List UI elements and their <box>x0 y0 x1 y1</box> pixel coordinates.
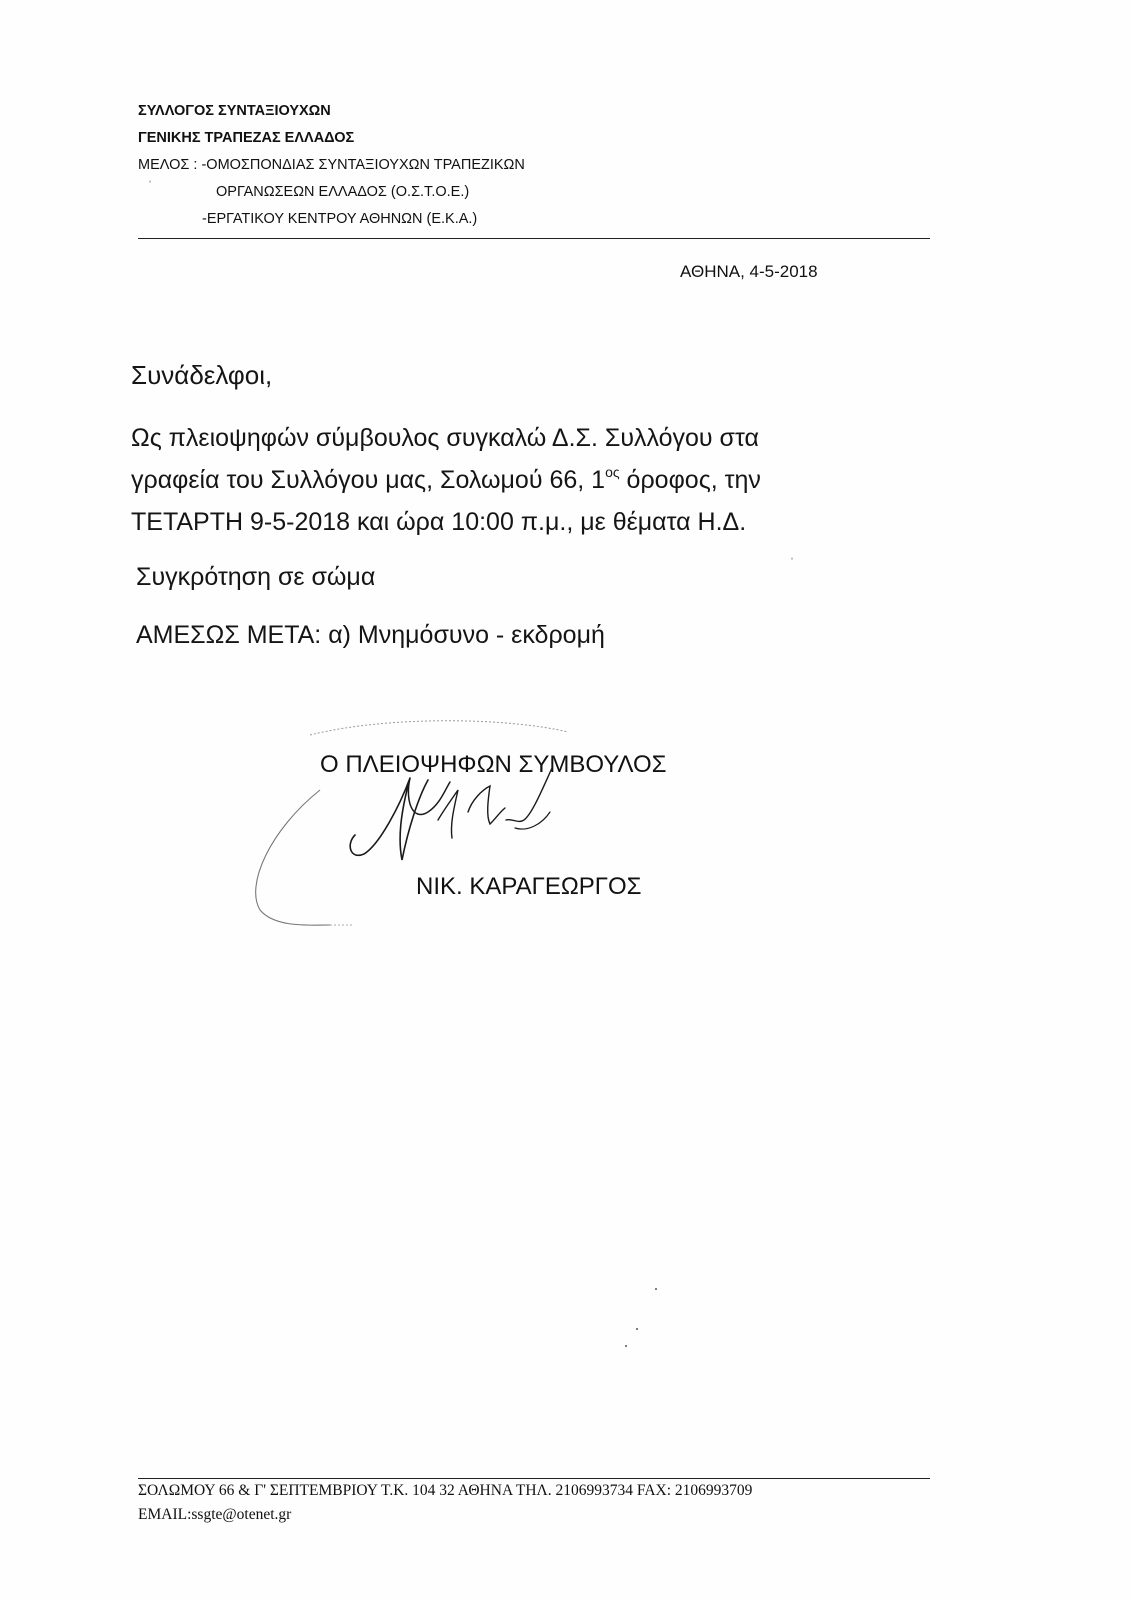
stray-mark: ˈ <box>790 555 794 569</box>
scan-speck <box>625 1345 627 1347</box>
signature-stroke <box>468 786 505 824</box>
org-name-line1: ΣΥΛΛΟΓΟΣ ΣΥΝΤΑΞΙΟΥΧΩΝ <box>138 103 331 119</box>
paragraph-line-2-end: όροφος, την <box>619 466 761 494</box>
paragraph-line-3: ΤΕΤΑΡΤΗ 9-5-2018 και ώρα 10:00 π.μ., με θέματα Η.Δ. <box>131 508 747 536</box>
signature-stroke <box>350 778 428 860</box>
floor-ordinal-superscript: ος <box>605 464 620 480</box>
footer-address: ΣΟΛΩΜΟΥ 66 & Γ' ΣΕΠΤΕΜΒΡΙΟΥ Τ.Κ. 104 32 ΑΘΗΝΑ ΤΗΛ. 2106993734 FAX: 2106993709 <box>138 1482 753 1499</box>
signature-title: Ο ΠΛΕΙΟΨΗΦΩΝ ΣΥΜΒΟΥΛΟΣ <box>320 751 667 778</box>
agenda-item-1: Συγκρότηση σε σώμα <box>136 563 376 591</box>
member-line1: ΜΕΛΟΣ : -ΟΜΟΣΠΟΝΔΙΑΣ ΣΥΝΤΑΞΙΟΥΧΩΝ ΤΡΑΠΕΖΙΚΩΝ <box>138 157 525 173</box>
footer-divider <box>138 1478 930 1479</box>
org-name-line2: ΓΕΝΙΚΗΣ ΤΡΑΠΕΖΑΣ ΕΛΛΑΔΟΣ <box>138 130 355 146</box>
stamp-outline <box>256 790 330 925</box>
letterhead-divider <box>138 238 930 239</box>
scan-speck <box>636 1328 638 1330</box>
member-line2: ΟΡΓΑΝΩΣΕΩΝ ΕΛΛΑΔΟΣ (Ο.Σ.Τ.Ο.Ε.) <box>216 184 470 200</box>
footer-email: EMAIL:ssgte@otenet.gr <box>138 1506 292 1523</box>
stamp-outline <box>310 721 568 735</box>
letter-date: ΑΘΗΝΑ, 4-5-2018 <box>680 262 818 281</box>
salutation: Συνάδελφοι, <box>131 360 273 390</box>
paragraph-line-2-text: γραφεία του Συλλόγου μας, Σολωμού 66, 1 <box>131 466 606 494</box>
signatory-name: ΝΙΚ. ΚΑΡΑΓΕΩΡΓΟΣ <box>416 873 642 900</box>
signature-stroke <box>506 768 552 821</box>
scan-speck <box>655 1288 657 1290</box>
paragraph-line-1: Ως πλειοψηφών σύμβουλος συγκαλώ Δ.Σ. Συλλόγου στα <box>131 424 759 452</box>
agenda-item-2: ΑΜΕΣΩΣ ΜΕΤΑ: α) Μνημόσυνο - εκδρομή <box>136 621 605 649</box>
signature-stroke <box>408 778 450 814</box>
stray-mark: ˈ <box>148 178 152 192</box>
member-line3: -ΕΡΓΑΤΙΚΟΥ ΚΕΝΤΡΟΥ ΑΘΗΝΩΝ (Ε.Κ.Α.) <box>202 211 478 227</box>
handwritten-signature <box>250 720 610 950</box>
paragraph-line-2 <box>131 466 761 495</box>
